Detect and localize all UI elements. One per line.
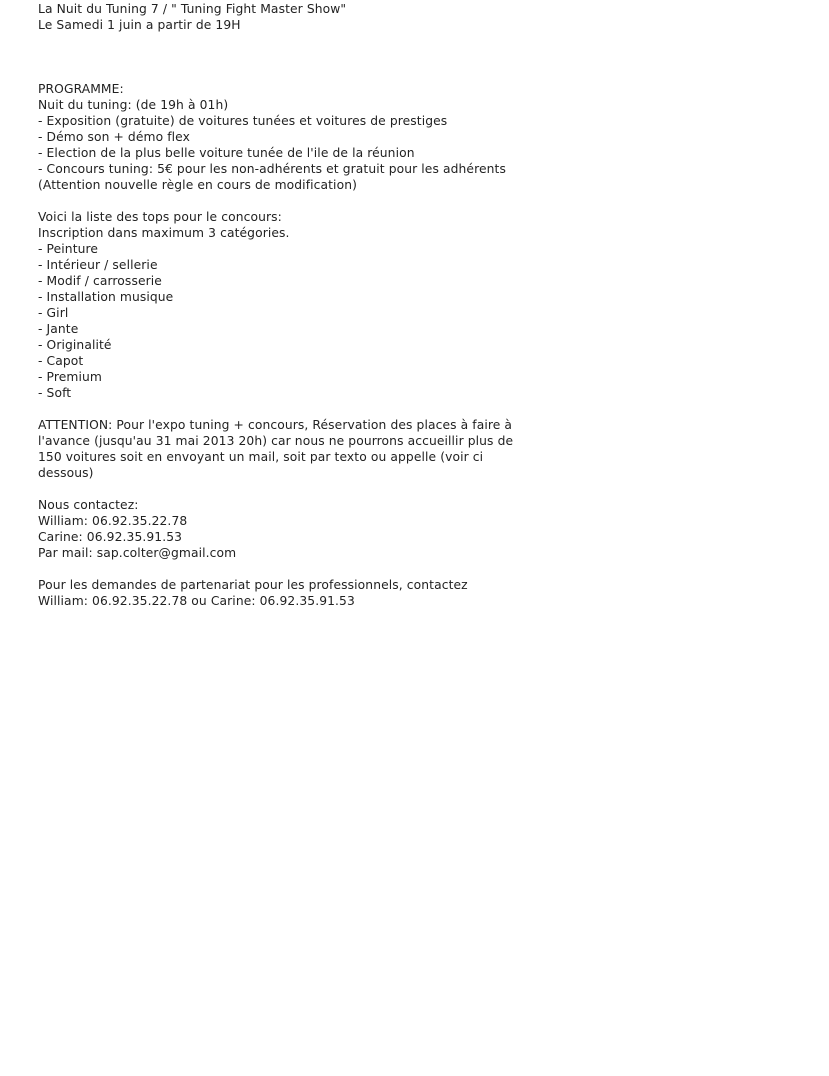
event-date: Le Samedi 1 juin a partir de 19H bbox=[38, 18, 241, 32]
category-item: - Installation musique bbox=[38, 290, 174, 304]
partnership-section bbox=[38, 577, 558, 609]
spacer bbox=[38, 33, 558, 49]
programme-line: - Election de la plus belle voiture tunée de l'ile de la réunion bbox=[38, 146, 415, 160]
category-item: - Girl bbox=[38, 306, 69, 320]
contact-carine: Carine: 06.92.35.91.53 bbox=[38, 530, 183, 544]
category-item: - Originalité bbox=[38, 338, 112, 352]
category-item: - Soft bbox=[38, 386, 72, 400]
contest-rule: Inscription dans maximum 3 catégories. bbox=[38, 226, 290, 240]
category-item: - Intérieur / sellerie bbox=[38, 258, 158, 272]
partnership-line: William: 06.92.35.22.78 ou Carine: 06.92.35.91.53 bbox=[38, 594, 355, 608]
category-item: - Capot bbox=[38, 354, 84, 368]
spacer bbox=[38, 561, 558, 577]
event-title: La Nuit du Tuning 7 / " Tuning Fight Master Show" bbox=[38, 2, 347, 16]
category-item: - Premium bbox=[38, 370, 102, 384]
spacer bbox=[38, 193, 558, 209]
spacer bbox=[38, 49, 558, 65]
contact-section bbox=[38, 497, 558, 561]
contest-section bbox=[38, 209, 558, 401]
attention-section bbox=[38, 417, 558, 481]
spacer bbox=[38, 401, 558, 417]
contest-intro: Voici la liste des tops pour le concours: bbox=[38, 210, 282, 224]
contact-email: Par mail: sap.colter@gmail.com bbox=[38, 546, 237, 560]
spacer bbox=[38, 481, 558, 497]
document-body bbox=[38, 1, 558, 609]
category-item: - Modif / carrosserie bbox=[38, 274, 162, 288]
attention-line: l'avance (jusqu'au 31 mai 2013 20h) car nous ne pourrons accueillir plus de bbox=[38, 434, 514, 448]
programme-line: - Exposition (gratuite) de voitures tunées et voitures de prestiges bbox=[38, 114, 448, 128]
partnership-line: Pour les demandes de partenariat pour les professionnels, contactez bbox=[38, 578, 468, 592]
spacer bbox=[38, 65, 558, 81]
programme-line: (Attention nouvelle règle en cours de modification) bbox=[38, 178, 357, 192]
programme-line: Nuit du tuning: (de 19h à 01h) bbox=[38, 98, 229, 112]
attention-line: dessous) bbox=[38, 466, 94, 480]
attention-line: ATTENTION: Pour l'expo tuning + concours, Réservation des places à faire à bbox=[38, 418, 513, 432]
programme-section bbox=[38, 81, 558, 193]
event-header bbox=[38, 1, 558, 33]
attention-line: 150 voitures soit en envoyant un mail, soit par texto ou appelle (voir ci bbox=[38, 450, 484, 464]
programme-heading: PROGRAMME: bbox=[38, 82, 124, 96]
category-item: - Peinture bbox=[38, 242, 99, 256]
contact-heading: Nous contactez: bbox=[38, 498, 139, 512]
programme-line: - Démo son + démo flex bbox=[38, 130, 190, 144]
contact-william: William: 06.92.35.22.78 bbox=[38, 514, 188, 528]
programme-line: - Concours tuning: 5€ pour les non-adhérents et gratuit pour les adhérents bbox=[38, 162, 506, 176]
category-item: - Jante bbox=[38, 322, 79, 336]
